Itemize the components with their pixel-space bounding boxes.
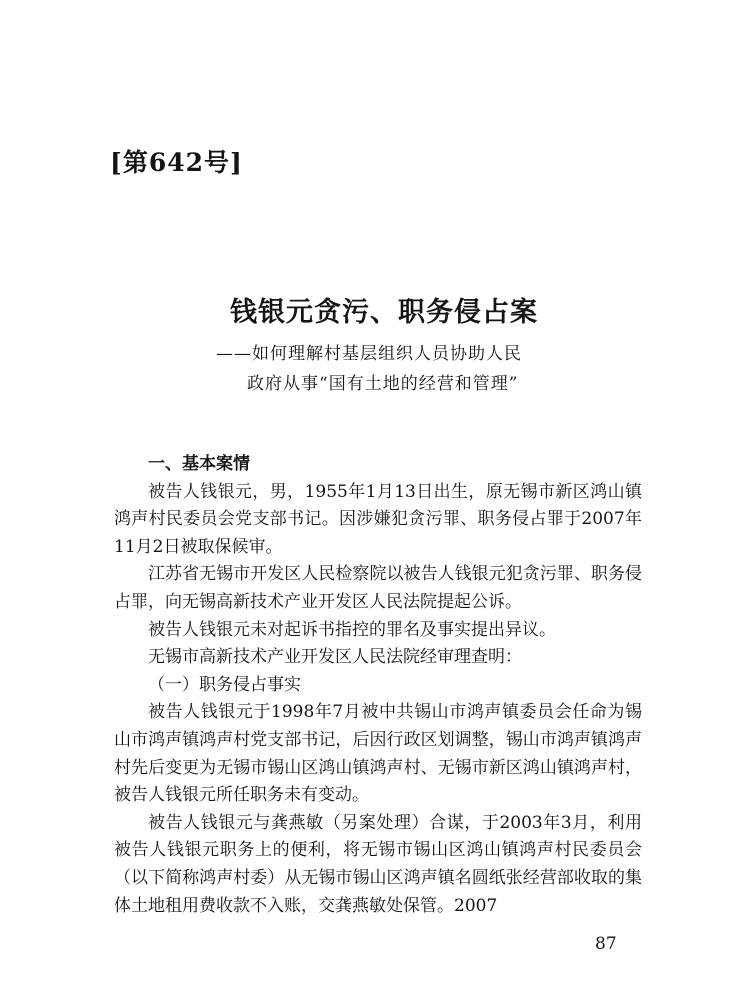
- paragraph: 被告人钱银元于1998年7月被中共锡山市鸿声镇委员会任命为锡山市鸿声镇鸿声村党支部书记，后因行政区划调整，锡山市鸿声镇鸿声村先后变更为无锡市锡山区鸿山镇鸿声村、无锡市新区鸿山镇鸿声村，被告人钱银元所任职务未有变动。: [114, 702, 642, 806]
- page-title: 钱银元贪污、职务侵占案: [230, 297, 538, 328]
- paragraph: 被告人钱银元未对起诉书指控的罪名及事实提出异议。: [148, 619, 556, 640]
- page-number: 87: [595, 934, 617, 954]
- paragraph: 被告人钱银元与龚燕敏（另案处理）合谋，于2003年3月，利用被告人钱银元职务上的便利，将无锡市锡山区鸿山镇鸿声村民委员会（以下简称鸿声村委）从无锡市锡山区鸿声镇名圆纸张经营部收取的集体土地租用费收款不入账，交龚燕敏处保管。2007: [114, 812, 642, 916]
- body-text: [114, 451, 642, 920]
- section-heading: 一、基本案情: [148, 454, 250, 474]
- paragraph: 江苏省无锡市开发区人民检察院以被告人钱银元犯贪污罪、职务侵占罪，向无锡高新技术产业开发区人民法院提起公诉。: [114, 564, 642, 612]
- paragraph: 被告人钱银元，男，1955年1月13日出生，原无锡市新区鸿山镇鸿声村民委员会党支部书记。因涉嫌犯贪污罪、职务侵占罪于2007年11月2日被取保候审。: [114, 481, 642, 557]
- subtitle-line-2: 政府从事“国有土地的经营和管理”: [247, 374, 519, 394]
- sub-heading: （一）职务侵占事实: [148, 674, 301, 695]
- paragraph: 无锡市高新技术产业开发区人民法院经审理查明：: [148, 647, 522, 668]
- subtitle-line-1: ——如何理解村基层组织人员协助人民: [216, 344, 522, 364]
- case-number: [第642号]: [110, 148, 243, 177]
